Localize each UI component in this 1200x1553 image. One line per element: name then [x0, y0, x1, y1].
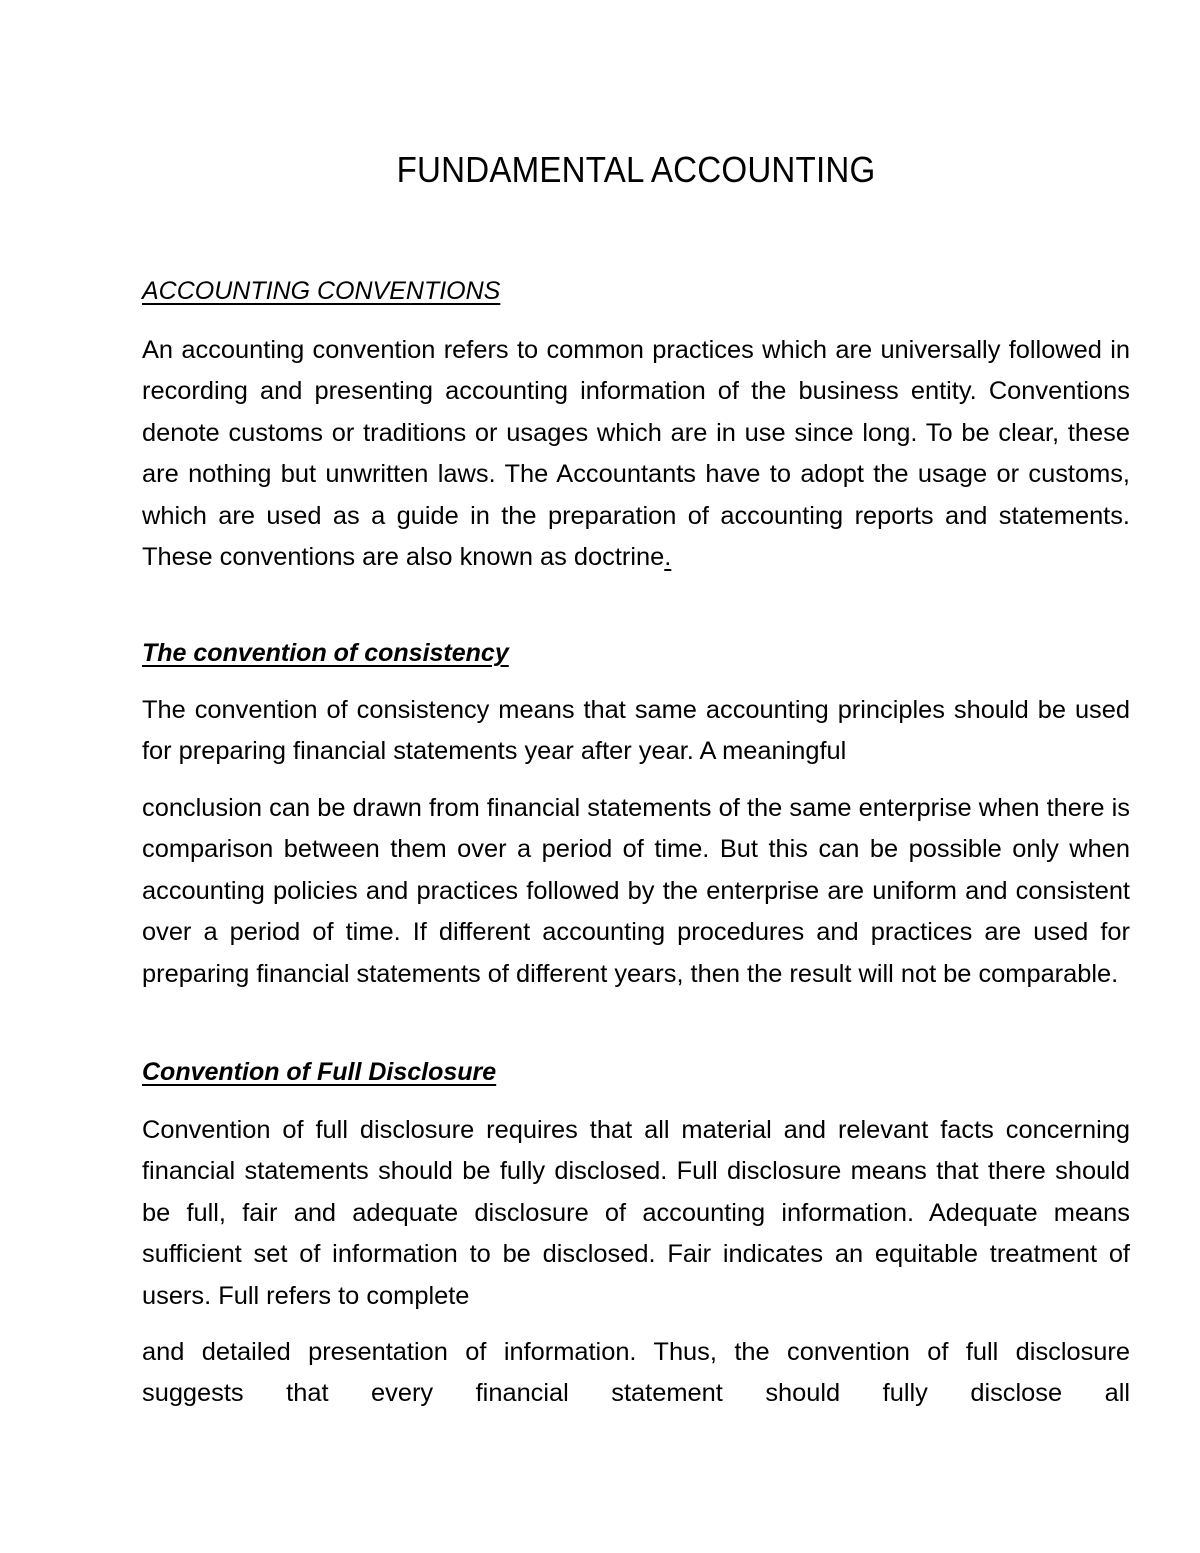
full-disclosure-paragraph-1: Convention of full disclosure requires that all material and relevant facts concerning financial statements should be fully disclosed. Full disclosure means that there should be full, fair and adequate disclosure of accounting information. Adequate means sufficient set of information to be disclosed. Fair indicates an equitable treatment of users. Full refers to complete — [142, 1116, 1130, 1310]
document-title: FUNDAMENTAL ACCOUNTING — [396, 149, 876, 190]
consistency-paragraph-1: The convention of consistency means that same accounting principles should be used for preparing financial statements year after year. A meaningful — [142, 696, 1130, 766]
accounting-conventions-paragraph — [142, 330, 1130, 578]
consistency-paragraph-2: conclusion can be drawn from financial statements of the same enterprise when there is comparison between them over a period of time. But this can be possible only when accounting policies and practices followed by the enterprise are uniform and consistent over a period of time. If different accounting procedures and practices are used for preparing financial statements of different years, then the result will not be comparable. — [142, 794, 1130, 988]
section-heading-full-disclosure: Convention of Full Disclosure — [142, 1058, 497, 1086]
section-heading-consistency: The convention of consistency — [142, 639, 509, 667]
section-heading-accounting-conventions: ACCOUNTING CONVENTIONS — [142, 277, 501, 305]
paragraph-end-mark: . — [664, 543, 672, 572]
accounting-conventions-text: An accounting convention refers to common practices which are universally followed in recording and presenting accounting information of the business entity. Conventions denote customs or traditions or usages which are in use since long. To be clear, these are nothing but unwritten laws. The Accountants have to adopt the usage or customs, which are used as a guide in the preparation of accounting reports and statements. These conventions are also known as doctrine — [142, 336, 1130, 572]
full-disclosure-paragraph-2: and detailed presentation of information. Thus, the convention of full disclosure suggests that every financial statement should fully disclose all — [142, 1338, 1130, 1408]
